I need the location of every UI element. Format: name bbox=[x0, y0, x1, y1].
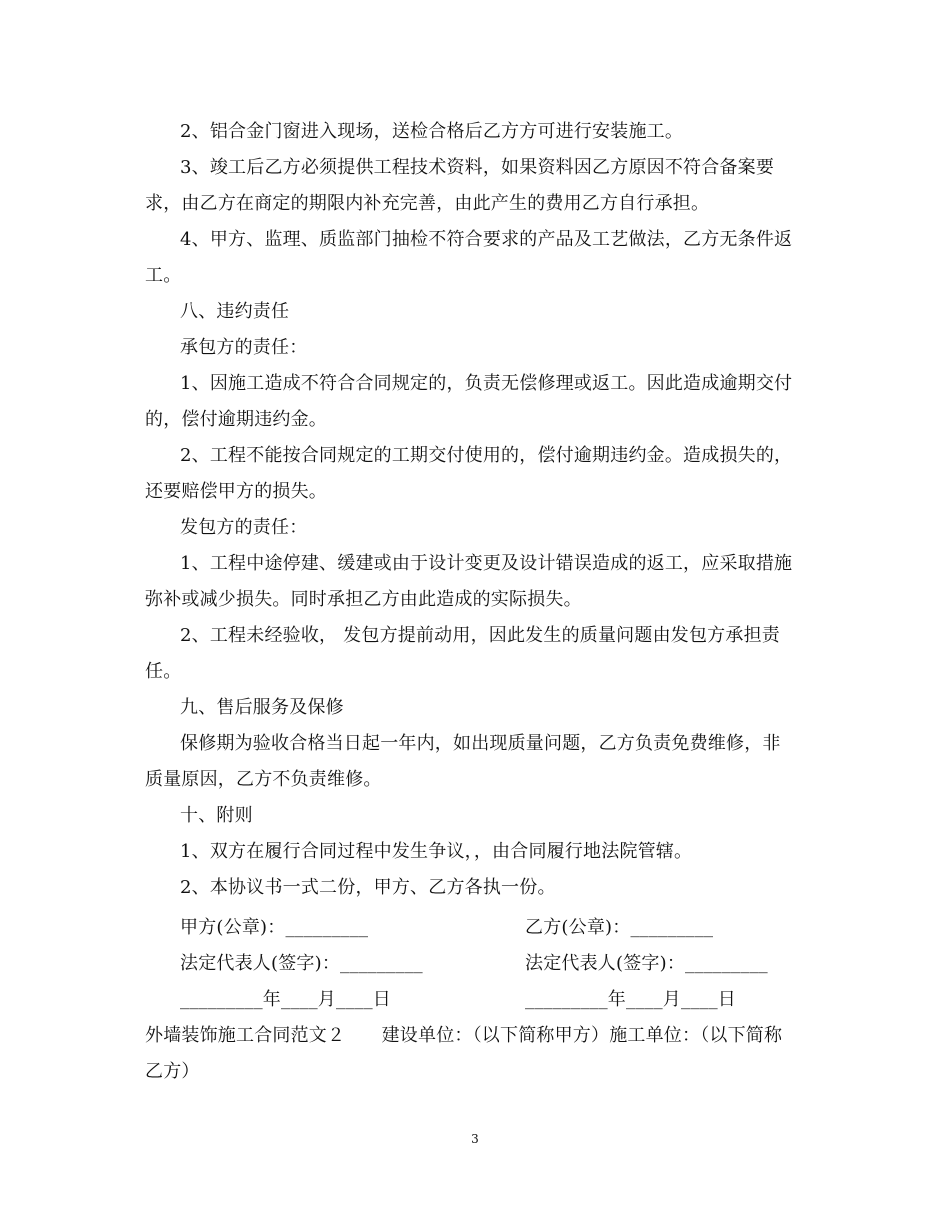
clause-line: 1、工程中途停建、缓建或由于设计变更及设计错误造成的返工，应采取措施 bbox=[180, 553, 793, 574]
clause-line: 的，偿付逾期违约金。 bbox=[145, 409, 327, 430]
clause-line: 工。 bbox=[145, 265, 182, 286]
clause-line: 1、因施工造成不符合合同规定的，负责无偿修理或返工。因此造成逾期交付 bbox=[180, 373, 793, 394]
clause-line: 质量原因，乙方不负责维修。 bbox=[145, 769, 382, 790]
next-contract-title: 外墙装饰施工合同范文２ 建设单位：（以下简称甲方）施工单位：（以下简称 bbox=[145, 1025, 783, 1046]
section-heading: 八、违约责任 bbox=[180, 301, 290, 322]
party-a-representative: 法定代表人(签字)：_________ bbox=[180, 953, 423, 974]
clause-line: 3、竣工后乙方必须提供工程技术资料，如果资料因乙方原因不符合备案要 bbox=[180, 157, 775, 178]
clause-line: 4、甲方、监理、质监部门抽检不符合要求的产品及工艺做法，乙方无条件返 bbox=[180, 229, 793, 250]
party-b-seal: 乙方(公章)：_________ bbox=[525, 917, 714, 938]
party-a-seal: 甲方(公章)：_________ bbox=[180, 917, 369, 938]
clause-line: 还要赔偿甲方的损失。 bbox=[145, 481, 327, 502]
clause-line: 2、本协议书一式二份，甲方、乙方各执一份。 bbox=[180, 877, 556, 898]
clause-line: 保修期为验收合格当日起一年内，如出现质量问题，乙方负责免费维修，非 bbox=[180, 733, 781, 754]
party-a-date: _________年____月____日 bbox=[180, 989, 391, 1010]
clause-line: 1、双方在履行合同过程中发生争议，，由合同履行地法院管辖。 bbox=[180, 841, 693, 862]
section-heading: 九、售后服务及保修 bbox=[180, 697, 344, 718]
subheading: 发包方的责任： bbox=[180, 517, 308, 538]
page-number: 3 bbox=[471, 1132, 479, 1146]
clause-line: 2、工程不能按合同规定的工期交付使用的，偿付逾期违约金。造成损失的， bbox=[180, 445, 793, 466]
party-b-representative: 法定代表人(签字)：_________ bbox=[525, 953, 768, 974]
clause-line: 求，由乙方在商定的期限内补充完善，由此产生的费用乙方自行承担。 bbox=[145, 193, 710, 214]
party-b-date: _________年____月____日 bbox=[525, 989, 736, 1010]
subheading: 承包方的责任： bbox=[180, 337, 308, 358]
section-heading: 十、附则 bbox=[180, 805, 253, 826]
clause-line: 弥补或减少损失。同时承担乙方由此造成的实际损失。 bbox=[145, 589, 582, 610]
clause-line: 2、工程未经验收， 发包方提前动用，因此发生的质量问题由发包方承担责 bbox=[180, 625, 780, 646]
clause-line: 任。 bbox=[145, 661, 182, 682]
clause-line: 2、铝合金门窗进入现场，送检合格后乙方方可进行安装施工。 bbox=[180, 121, 684, 142]
next-contract-title-cont: 乙方） bbox=[145, 1061, 200, 1082]
